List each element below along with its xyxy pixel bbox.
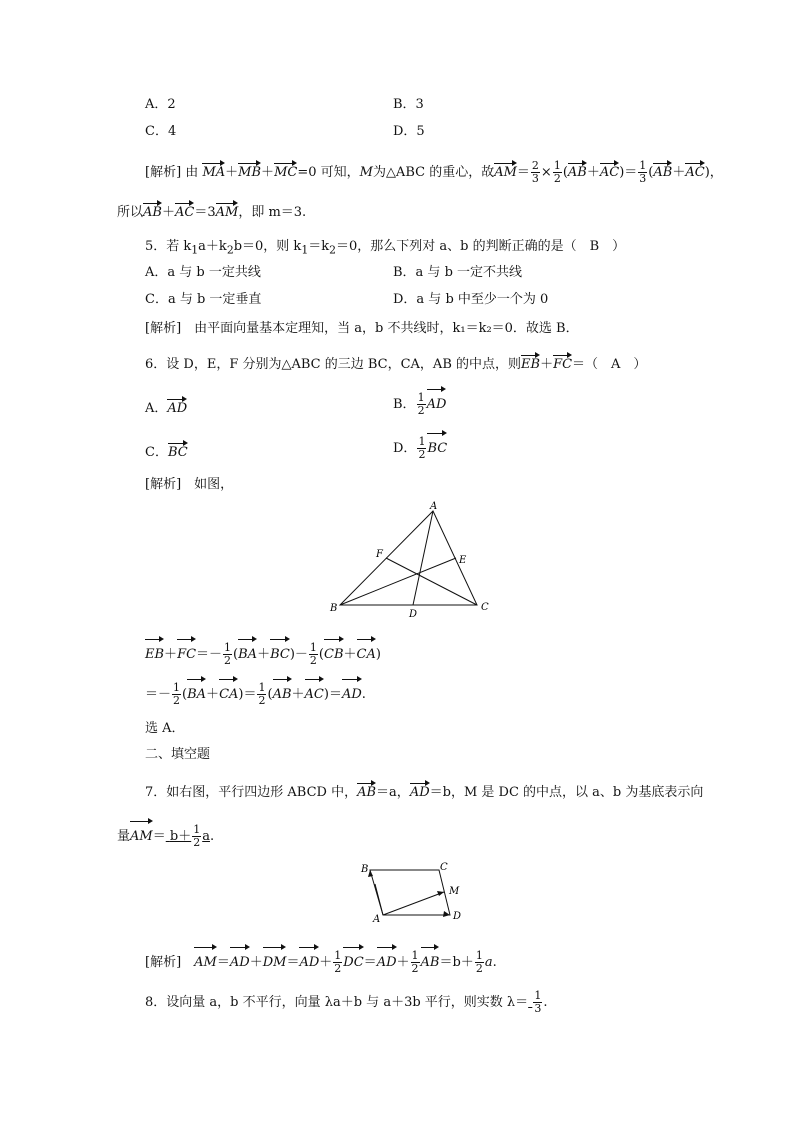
answer-blank <box>166 823 210 849</box>
vector-AC: AC <box>600 160 619 182</box>
vector-AD: AD <box>230 944 250 978</box>
numerator: 1 <box>258 681 266 694</box>
vector-AM: AM <box>130 818 153 852</box>
fraction <box>309 642 318 667</box>
answer-text: a <box>202 829 210 844</box>
fraction <box>192 824 201 849</box>
analysis-text: 由 <box>185 165 199 180</box>
q8-stem <box>145 988 547 1018</box>
vector-AD: AD <box>342 676 362 710</box>
label-d: D <box>409 609 418 620</box>
median-ad <box>413 511 433 605</box>
arrow-ab <box>368 870 373 877</box>
vector-MC: MC <box>274 160 297 182</box>
vector-AC: AC <box>175 200 194 222</box>
vector-BC: BC <box>270 636 290 670</box>
q7-text: ＝a， <box>376 785 410 800</box>
vector-AD: AD <box>427 386 447 420</box>
q6-option-d <box>393 430 447 464</box>
vector-MA: MA <box>202 160 225 182</box>
q7-text: ＝b， <box>429 785 464 800</box>
fraction <box>531 160 540 185</box>
fraction <box>475 950 484 975</box>
vector-AC: AC <box>305 676 324 710</box>
analysis-text: b＋ <box>452 955 474 970</box>
vector-BC: BC <box>427 430 447 464</box>
vector-FC: FC <box>177 636 196 670</box>
fraction <box>333 950 342 975</box>
q7-text: M 是 DC 的中点，以 a、b 为基底表示向 <box>463 785 704 800</box>
vector-EB: EB <box>521 352 540 374</box>
vector-AB: AB <box>421 944 440 978</box>
q5-analysis: [解析] 由平面向量基本定理知，当 a，b 不共线时，k₁＝k₂＝0．故选 B． <box>145 321 579 336</box>
vector-AB: AB <box>143 200 162 222</box>
q6-text: 6．设 D，E，F 分别为△ABC 的三边 BC，CA，AB 的中点，则 <box>145 357 522 372</box>
label-b: B <box>330 603 338 614</box>
vector-DM: DM <box>263 944 287 978</box>
vector-CA: CA <box>219 676 238 710</box>
vector-BC: BC <box>168 440 188 462</box>
vector-CB: CB <box>324 636 344 670</box>
q7-line2: 量AM＝ b＋ $\frac{1}{2}$ a. <box>117 818 214 852</box>
vector-EB: EB <box>145 636 164 670</box>
answer-blank <box>528 989 543 1015</box>
q6-option-c <box>145 440 188 462</box>
q7-text: 量 <box>117 829 131 844</box>
denominator: 2 <box>553 172 561 185</box>
denominator: 2 <box>193 836 201 849</box>
vector-ab-line <box>375 884 383 915</box>
vector-CA: CA <box>357 636 376 670</box>
fraction <box>553 160 562 185</box>
subscript: 1 <box>301 243 309 257</box>
q6-analysis: [解析] 如图， <box>145 477 234 492</box>
numerator: 1 <box>334 949 342 962</box>
vector-AD: AD <box>410 780 430 802</box>
analysis-tag: [解析] <box>145 955 182 970</box>
numerator: 1 <box>553 159 561 172</box>
fraction <box>533 990 542 1015</box>
subscript: 2 <box>226 243 234 257</box>
section-title: 二、填空题 <box>145 747 211 762</box>
denominator: 2 <box>334 962 342 975</box>
q5-text: ＝0，那么下列对 a、b 的判断正确的是（ B ） <box>335 239 626 254</box>
q4-option-a: A．2 <box>145 97 176 112</box>
denominator: 2 <box>418 448 426 461</box>
vector-AB: AB <box>568 160 587 182</box>
point-M: M <box>359 165 373 180</box>
q4-option-d: D．5 <box>393 124 425 139</box>
answer-text: b＋ <box>169 829 192 844</box>
fraction <box>417 436 426 461</box>
vector-BA: BA <box>187 676 206 710</box>
fraction <box>417 392 426 417</box>
numerator: 1 <box>534 989 542 1002</box>
subscript: 1 <box>191 243 199 257</box>
q5-text: 5．若 k <box>145 239 192 254</box>
label-f: F <box>376 549 383 560</box>
numerator: 1 <box>417 391 425 404</box>
option-label: D． <box>393 441 417 456</box>
q7-text: 7．如右图，平行四边形 ABCD 中， <box>145 785 358 800</box>
analysis-text: =0 可知， <box>297 165 360 180</box>
parallelogram-figure <box>355 858 470 928</box>
q7-stem <box>145 780 703 802</box>
q8-text: 8．设向量 a，b 不平行，向量 λa＋b 与 a＋3b 平行，则实数 λ＝ <box>145 995 529 1010</box>
numerator: 1 <box>224 641 232 654</box>
q8-text: . <box>543 995 548 1010</box>
triangle-figure <box>320 500 500 620</box>
q6-option-a <box>145 396 187 418</box>
denominator: 2 <box>173 694 181 707</box>
analysis-text: ＝3 <box>194 205 216 220</box>
q6-option-b <box>393 386 446 420</box>
fraction <box>223 642 232 667</box>
fraction <box>411 950 420 975</box>
q5-stem <box>145 238 625 260</box>
q5-option-b: B．a 与 b 一定不共线 <box>393 265 523 280</box>
q6-calc-line2: ＝－ $\frac{1}{2}$ (BA＋CA)＝ $\frac{1}{2}$ (AB＋AC)＝AD. <box>145 676 366 710</box>
vector-MB: MB <box>238 160 261 182</box>
q5-text: a＋k <box>198 239 227 254</box>
vector-AB: AB <box>653 160 672 182</box>
q4-analysis-line2: 所以AB＋AC＝3AM，即 m＝3. <box>117 200 306 222</box>
fraction <box>257 682 266 707</box>
q4-option-b: B．3 <box>393 97 424 112</box>
analysis-text: ，即 m＝3. <box>238 205 307 220</box>
option-label: C． <box>145 445 168 460</box>
q5-option-d: D．a 与 b 中至少一个为 0 <box>393 292 549 307</box>
q4-option-c: C．4 <box>145 124 177 139</box>
denominator: 2 <box>224 654 232 667</box>
option-label: B． <box>393 397 416 412</box>
denominator: 2 <box>258 694 266 707</box>
vector-AB: AB <box>273 676 292 710</box>
option-label: A． <box>145 401 168 416</box>
subscript: 2 <box>329 243 336 257</box>
label-c: C <box>481 602 489 613</box>
vector-FC: FC <box>553 352 572 374</box>
denominator: 2 <box>417 404 425 417</box>
denominator: 3 <box>639 172 647 185</box>
q5-text: b＝0，则 k <box>233 239 302 254</box>
label-b: B <box>361 864 369 875</box>
vector-AC: AC <box>685 160 704 182</box>
analysis-text: a <box>484 955 493 970</box>
denominator: 2 <box>475 962 483 975</box>
label-c: C <box>440 862 448 873</box>
times-sign: × <box>540 165 552 180</box>
vector-AD: AD <box>167 396 187 418</box>
q5-text: ＝k <box>308 239 330 254</box>
label-d: D <box>453 911 462 922</box>
q6-calc-line1: EB＋FC＝－ $\frac{1}{2}$ (BA＋BC)－ $\frac{1}{2}$ (CB＋CA) <box>145 636 381 670</box>
numerator: 1 <box>173 681 181 694</box>
vector-AM: AM <box>216 200 239 222</box>
vector-AM: AM <box>494 160 517 182</box>
q6-stem: 6．设 D，E，F 分别为△ABC 的三边 BC，CA，AB 的中点，则EB＋FC＝（ A ） <box>145 352 646 374</box>
label-e: E <box>459 555 467 566</box>
segment-am <box>383 892 444 915</box>
label-a: A <box>373 914 381 925</box>
numerator: 1 <box>309 641 317 654</box>
analysis-text: 为△ABC 的重心，故 <box>372 165 495 180</box>
label-m: M <box>449 886 460 897</box>
vector-DC: DC <box>343 944 363 978</box>
denominator: 3 <box>534 1002 542 1015</box>
denominator: 2 <box>309 654 317 667</box>
q4-analysis-line1: [解析] 由 MA＋MB＋MC=0 可知，M为△ABC 的重心，故AM＝ $\frac{2}{3}$ × $\frac{1}{2}$ (AB＋AC)＝ $\frac{1}{3}$ (AB＋AC)， <box>145 159 723 185</box>
fraction <box>172 682 181 707</box>
numerator: 1 <box>193 823 201 836</box>
numerator: 1 <box>639 159 647 172</box>
q6-text: ＝（ A ） <box>572 357 647 372</box>
denominator: 2 <box>411 962 419 975</box>
triangle-abc <box>340 511 477 605</box>
numerator: 2 <box>531 159 539 172</box>
numerator: 1 <box>418 435 426 448</box>
arrow-am <box>437 891 444 896</box>
q7-analysis: [解析] AM＝AD＋DM＝AD＋ $\frac{1}{2}$ DC＝AD＋ $\frac{1}{2}$ AB＝b＋ $\frac{1}{2}$ a. <box>145 944 497 978</box>
vector-AB: AB <box>357 780 376 802</box>
numerator: 1 <box>475 949 483 962</box>
vector-AD: AD <box>299 944 319 978</box>
vector-BA: BA <box>238 636 257 670</box>
label-a: A <box>430 501 438 512</box>
vector-AM: AM <box>194 944 217 978</box>
denominator: 3 <box>531 172 539 185</box>
vector-AD: AD <box>377 944 397 978</box>
analysis-tag: [解析] <box>145 165 182 180</box>
q5-option-c: C．a 与 b 一定垂直 <box>145 292 262 307</box>
fraction <box>638 160 647 185</box>
analysis-text: 所以 <box>117 205 144 220</box>
median-be <box>340 558 456 605</box>
numerator: 1 <box>411 949 419 962</box>
q6-choose: 选 A． <box>145 721 185 736</box>
q5-option-a: A．a 与 b 一定共线 <box>145 265 261 280</box>
